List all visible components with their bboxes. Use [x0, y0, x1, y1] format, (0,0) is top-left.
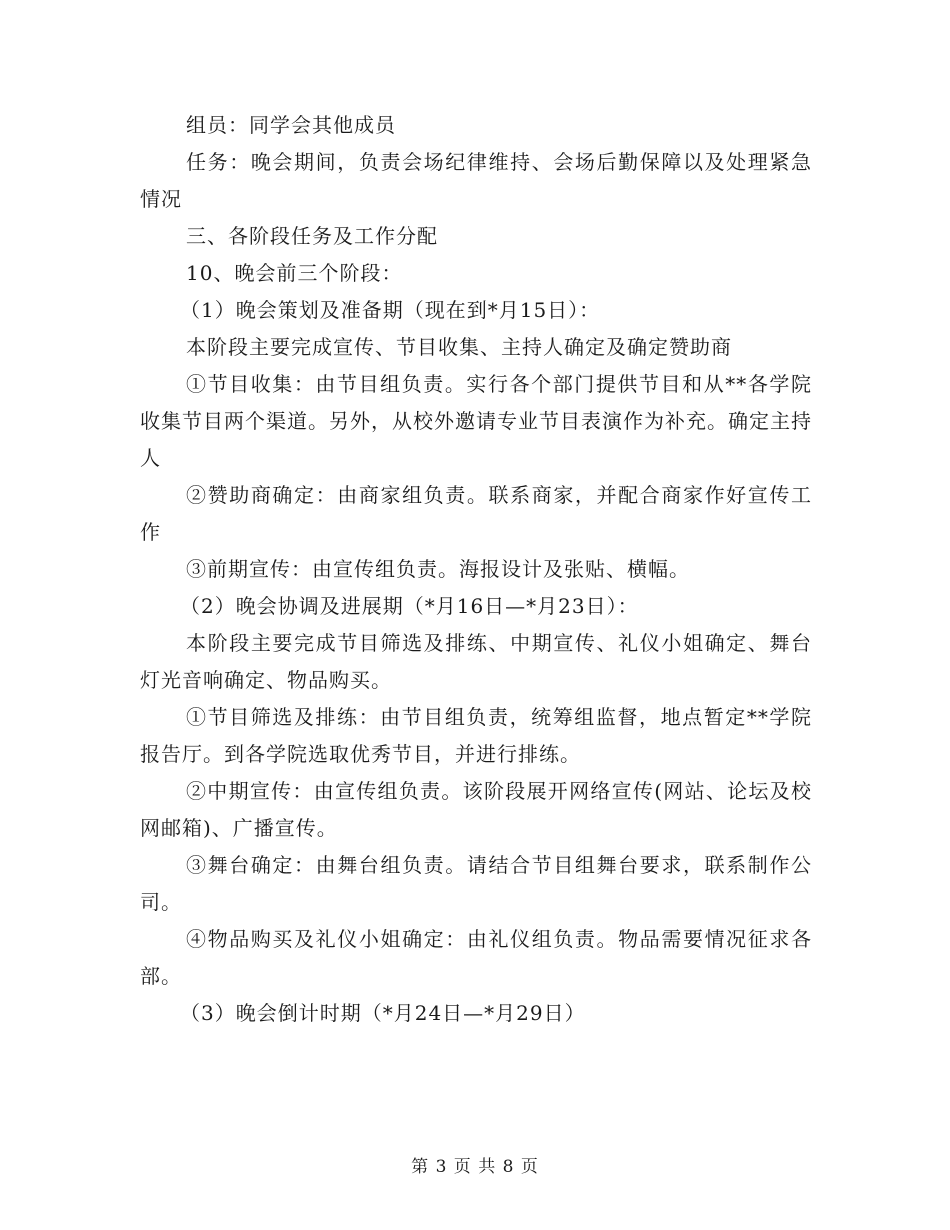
stage-2-item-stage: ③舞台确定：由舞台组负责。请结合节目组舞台要求，联系制作公司。	[140, 853, 812, 914]
stage-2-item-rehearsal: ①节目筛选及排练：由节目组负责，统筹组监督，地点暂定**学院报告厅。到各学院选取优秀节目，并进行排练。	[140, 705, 812, 766]
stage-3-heading: （3）晚会倒计时期（*月24日—*月29日）	[180, 1001, 586, 1025]
stage-2-heading: （2）晚会协调及进展期（*月16日—*月23日）：	[180, 594, 639, 618]
stage-2-item-midterm-publicity: ②中期宣传：由宣传组负责。该阶段展开网络宣传(网站、论坛及校网邮箱)、广播宣传。	[140, 779, 812, 840]
section-heading-stages: 三、各阶段任务及工作分配	[186, 224, 438, 248]
paragraph-task: 任务：晚会期间，负责会场纪律维持、会场后勤保障以及处理紧急情况	[140, 150, 812, 211]
stage-2-item-purchase: ④物品购买及礼仪小姐确定：由礼仪组负责。物品需要情况征求各部。	[140, 927, 812, 988]
stage-1-heading: （1）晚会策划及准备期（现在到*月15日）：	[180, 298, 601, 322]
stage-2-summary: 本阶段主要完成节目筛选及排练、中期宣传、礼仪小姐确定、舞台灯光音响确定、物品购买。	[140, 631, 812, 692]
document-body	[140, 107, 812, 1032]
stage-1-item-publicity: ③前期宣传：由宣传组负责。海报设计及张贴、横幅。	[186, 557, 690, 581]
stage-1-item-sponsor: ②赞助商确定：由商家组负责。联系商家，并配合商家作好宣传工作	[140, 483, 812, 544]
stage-1-item-program-collection: ①节目收集：由节目组负责。实行各个部门提供节目和从**各学院收集节目两个渠道。另外，从校外邀请专业节目表演作为补充。确定主持人	[140, 372, 812, 470]
paragraph-members: 组员：同学会其他成员	[186, 113, 396, 137]
page-number-footer: 第 3 页 共 8 页	[411, 1157, 539, 1177]
stage-1-summary: 本阶段主要完成宣传、节目收集、主持人确定及确定赞助商	[186, 335, 732, 359]
paragraph-three-stages: 10、晚会前三个阶段：	[186, 261, 403, 285]
